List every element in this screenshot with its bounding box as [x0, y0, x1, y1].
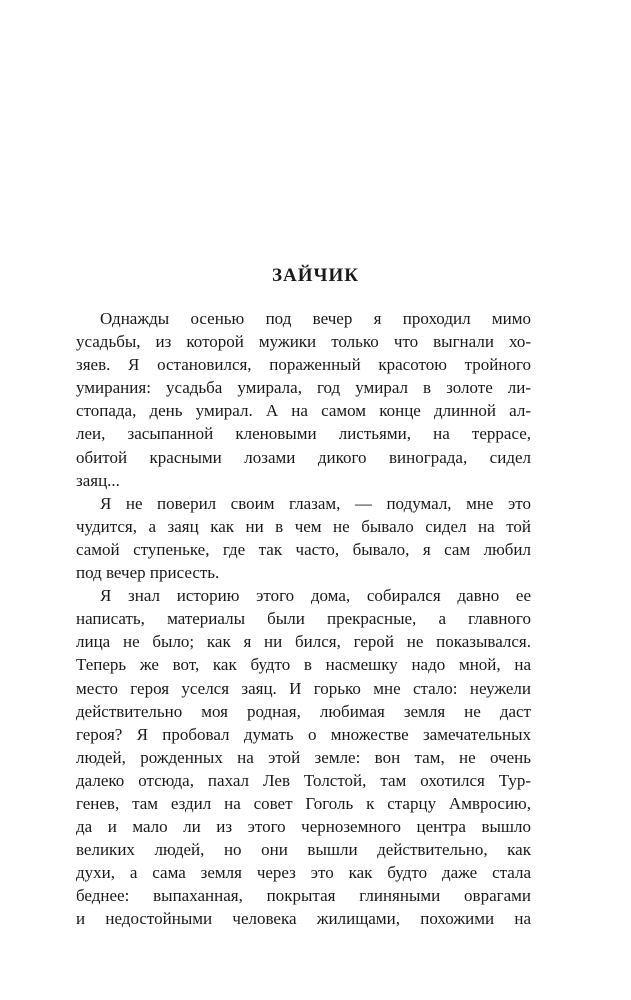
body-text	[76, 307, 531, 931]
text-line: Однажды осенью под вечер я проходил мимо	[100, 309, 531, 328]
text-line: написать, материалы были прекрасные, а главного	[76, 609, 531, 629]
text-line: и недостойными человека жилищами, похожими на	[76, 909, 531, 929]
text-line: под вечер присесть.	[76, 563, 220, 583]
text-line: беднее: выпаханная, покрытая глиняными оврагами	[76, 886, 531, 906]
text-line: усадьбы, из которой мужики только что выгнали хо-	[76, 332, 531, 352]
text-line: Я не поверил своим глазам, — подумал, мне это	[100, 493, 531, 513]
text-line: генев, там ездил на совет Гоголь к старцу Амвросию,	[76, 793, 531, 813]
text-line: обитой красными лозами дикого винограда, сидел	[76, 447, 531, 467]
text-line: самой ступеньке, где так часто, бывало, я сам любил	[76, 539, 531, 559]
text-line: место героя уселся заяц. И горько мне стало: неужели	[76, 678, 531, 698]
text-line: Я знал историю этого дома, собирался давно ее	[100, 586, 531, 606]
text-line: зяев. Я остановился, пораженный красотою тройного	[76, 355, 531, 375]
text-line: умирания: усадьба умирала, год умирал в золоте ли-	[76, 378, 531, 398]
text-line: великих людей, но они вышли действительно, как	[76, 840, 531, 860]
text-line: да и мало ли из этого черноземного центра вышло	[76, 817, 531, 837]
text-line: чудится, а заяц как ни в чем не бывало сидел на той	[76, 516, 531, 536]
text-line: героя? Я пробовал думать о множестве замечательных	[76, 724, 531, 744]
chapter-title: ЗАЙЧИК	[271, 265, 360, 286]
text-line: леи, засыпанной кленовыми листьями, на террасе,	[76, 424, 531, 444]
text-line: стопада, день умирал. А на самом конце длинной ал-	[76, 401, 531, 421]
text-line: заяц...	[76, 470, 120, 490]
text-line: духи, а сама земля через это как будто даже стала	[76, 863, 531, 883]
text-line: действительно моя родная, любимая земля не даст	[76, 701, 531, 721]
text-line: Теперь же вот, как будто в насмешку надо мной, на	[76, 655, 531, 675]
text-line: далеко отсюда, пахал Лев Толстой, там охотился Тур-	[76, 770, 531, 790]
text-line: лица не было; как я ни бился, герой не показывался.	[76, 632, 531, 652]
text-line: людей, рожденных на этой земле: вон там, не очень	[76, 747, 531, 767]
